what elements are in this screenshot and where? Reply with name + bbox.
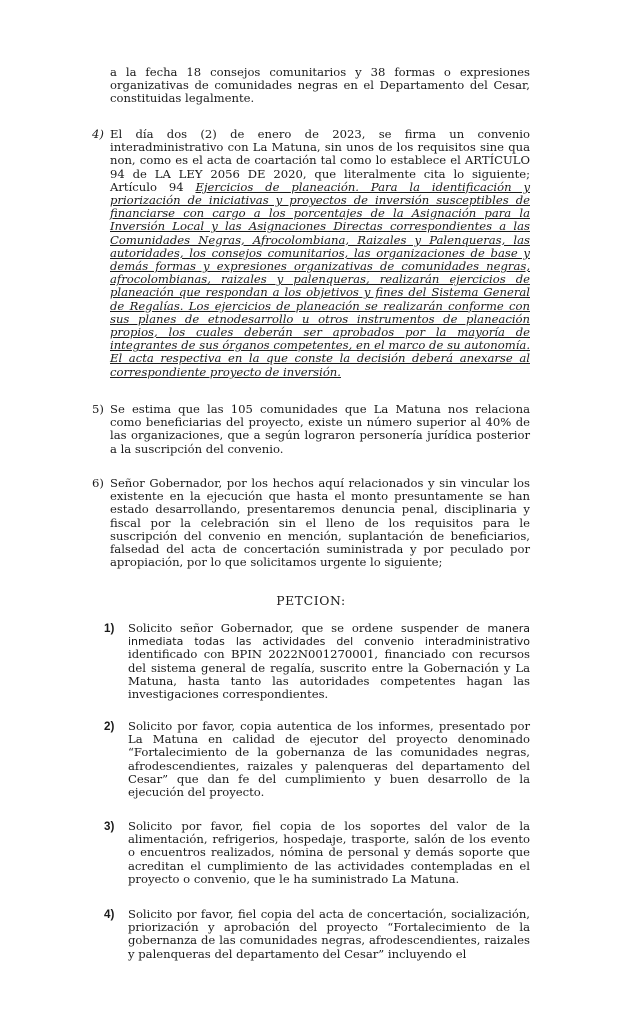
- petition-1-text-a: Solicito señor Gobernador, que se ordene: [128, 621, 401, 635]
- petition-1-text-c: identificado con BPIN 2022N001270001, financiado con recursos del sistema general de regalía, suscrito entre la Gobernación y La Matuna, hasta tanto las autoridades competentes hagan las investigaciones correspondientes.: [128, 647, 530, 702]
- item-3-continuation: a la fecha 18 consejos comunitarios y 38 formas o expresiones organizativas de comunidades negras en el Departamento del Cesar, constituidas legalmente.: [110, 65, 530, 106]
- item-6-marker: 6): [92, 476, 104, 490]
- item-5-marker: 5): [92, 402, 104, 416]
- petition-4-number: 4): [104, 908, 115, 921]
- petition-3-text: Solicito por favor, fiel copia de los soportes del valor de la alimentación, refrigerios, hospedaje, trasporte, salón de los evento o encuentros realizados, nómina de personal y demás soporte que acreditan el cumplimiento de las actividades contempladas en el proyecto o convenio, que le ha suministrado La Matuna.: [128, 819, 530, 886]
- item-6-paragraph: Señor Gobernador, por los hechos aquí relacionados y sin vincular los existente en la ejecución que hasta el monto presuntamente se han estado desarrollando, presentaremos denuncia penal, disciplinaria y fiscal por la celebración sin el lleno de los requisitos para le suscripción del convenio en mención, suplantación de beneficiarios, falsedad del acta de concertación suministrada y por peculado por apropiación, por lo que solicitamos urgente lo siguiente;: [110, 476, 530, 570]
- petition-heading: PETCION:: [276, 593, 346, 608]
- item-4-paragraph: [110, 128, 530, 379]
- article-94-quote: Ejercicios de planeación. Para la identificación y priorización de iniciativas y proyectos de inversión susceptibles de financiarse con cargo a los porcentajes de la Asignación para la Inversión Local y las Asignaciones Directas correspondientes a las Comunidades Negras, Afrocolombiana, Raizales y Palenqueras, las autoridades, los consejos comunitarios, las organizaciones de base y demás formas y expresiones organizativas de comunidades negras, afrocolombianas, raizales y palenqueras, realizarán ejercicios de planeación que respondan a los objetivos y fines del Sistema General de Regalías. Los ejercicios de planeación se realizarán conforme con sus planes de etnodesarrollo u otros instrumentos de planeación propios, los cuales deberán ser aprobados por la mayoría de integrantes de sus órganos competentes, en el marco de su autonomía. El acta respectiva en la que conste la decisión deberá anexarse al correspondiente proyecto de inversión.: [110, 179, 530, 379]
- item-4-marker: 4): [92, 127, 104, 141]
- item-4-intro: El día dos (2) de enero de 2023, se firma un convenio interadministrativo con La Matuna, sin unos de los requisitos sine qua non, como es el acta de coartación tal como lo establece el ARTÍCULO 94 de LA LEY 2056 DE 2020, que literalmente cita lo siguiente; Artículo 94: [110, 127, 530, 194]
- petition-2-text: Solicito por favor, copia autentica de los informes, presentado por La Matuna en calidad de ejecutor del proyecto denominado “Fortalecimiento de la gobernanza de las comunidades negras, afrodescendientes, raizales y palenqueras del departamento del Cesar” que dan fe del cumplimiento y buen desarrollo de la ejecución del proyecto.: [128, 719, 530, 800]
- petition-3-number: 3): [104, 820, 115, 833]
- petition-4-text: Solicito por favor, fiel copia del acta de concertación, socialización, priorización y aprobación del proyecto “Fortalecimiento de la gobernanza de las comunidades negras, afrodescendientes, raizales y palenqueras del departamento del Cesar” incluyendo el: [128, 907, 530, 961]
- petition-1-text: [128, 622, 530, 701]
- petition-2-number: 2): [104, 720, 115, 733]
- item-5-paragraph: Se estima que las 105 comunidades que La Matuna nos relaciona como beneficiarias del proyecto, existe un número superior al 40% de las organizaciones, que a según lograron personería jurídica posterior a la suscripción del convenio.: [110, 402, 530, 456]
- petition-1-text-b: suspender de manera inmediata todas las actividades del convenio interadministrativo: [128, 622, 530, 649]
- petition-1-number: 1): [104, 622, 115, 635]
